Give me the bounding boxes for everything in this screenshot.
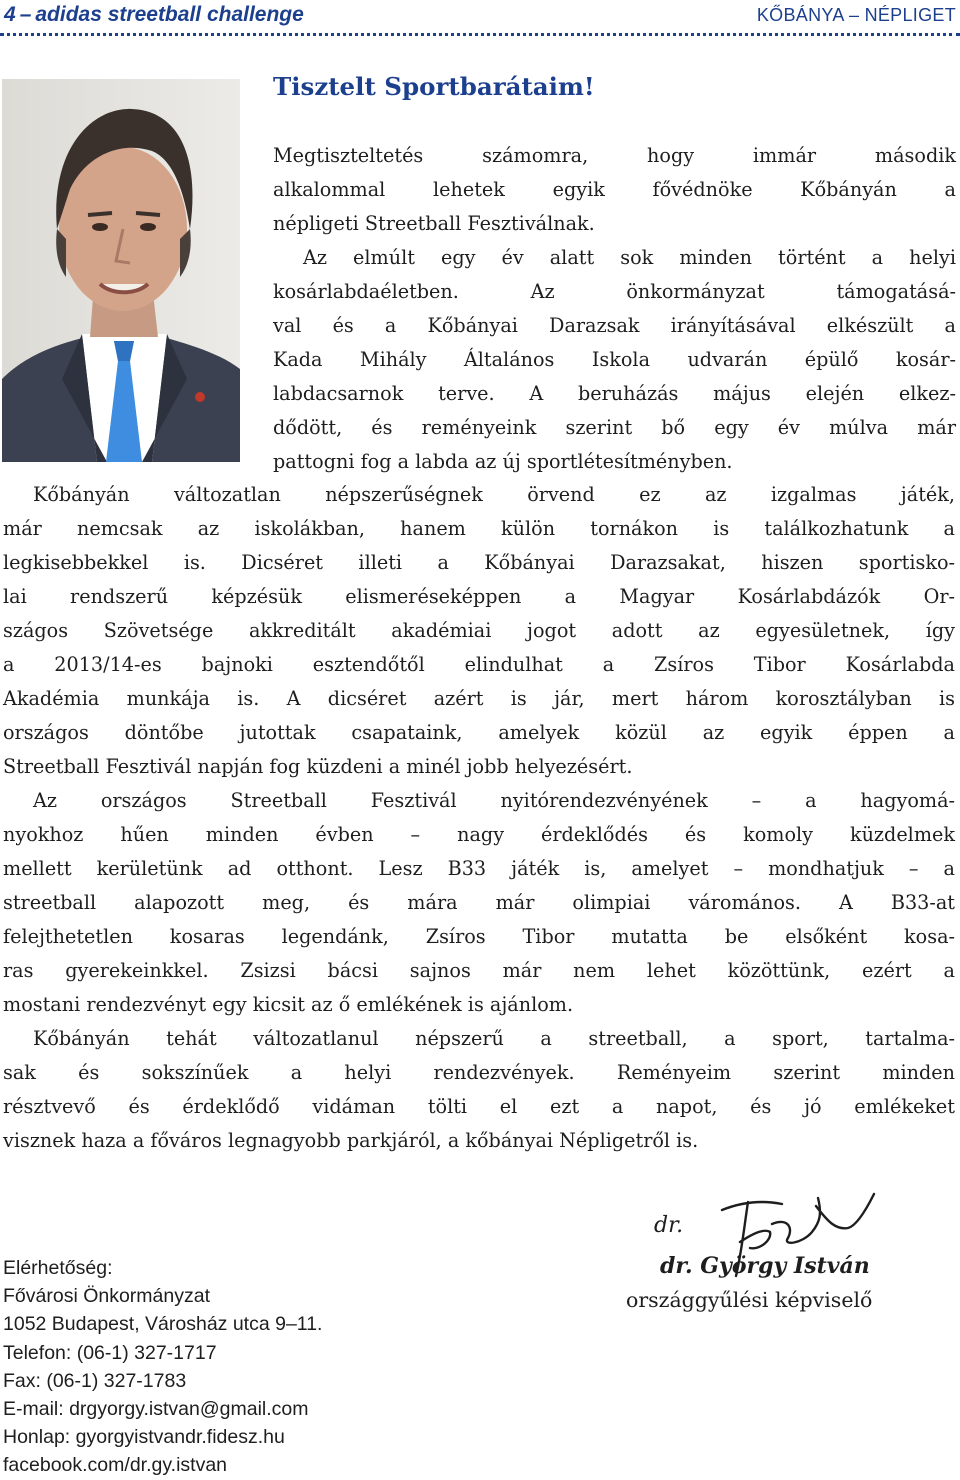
signature-prefix: dr. (654, 1213, 684, 1238)
text-line: Kada Mihály Általános Iskola udvarán épülő kosár- (273, 348, 956, 371)
text-line: labdacsarnok terve. A beruházás május elején elkez- (273, 382, 956, 405)
contact-heading: Elérhetőség: (3, 1257, 113, 1279)
text-line: Megtiszteltetés számomra, hogy immár második (273, 144, 956, 167)
text-line: kosárlabdaéletben. Az önkormányzat támogatásá- (273, 280, 956, 303)
contact-website: Honlap: gyorgyistvandr.fidesz.hu (3, 1426, 285, 1449)
text-line: résztvevő és érdeklődő vidáman tölti el ezt a napot, és jó emlékeket (3, 1095, 955, 1118)
text-line: nyokhoz hűen minden évben – nagy érdeklődés és komoly küzdelmek (3, 823, 955, 846)
text-line: Az elmúlt egy év alatt sok minden történt a helyi (303, 246, 956, 269)
header-left (4, 3, 304, 27)
greeting-heading: Tisztelt Sportbarátaim! (273, 72, 595, 101)
text-line: visznek haza a főváros legnagyobb parkjáról, a kőbányai Népligetről is. (3, 1129, 699, 1152)
header-dotted-divider (0, 33, 960, 36)
text-line: mellett kerületünk ad otthont. Lesz B33 játék is, amelyet – mondhatjuk – a (3, 857, 955, 880)
text-line: dődött, és reményeink szerint bő egy év múlva már (273, 416, 956, 439)
text-line: már nemcsak az iskolákban, hanem külön tornákon is találkozhatunk a (3, 517, 955, 540)
text-line: lai rendszerű képzésük elismeréseképpen a Magyar Kosárlabdázók Or- (3, 585, 955, 608)
contact-facebook: facebook.com/dr.gy.istvan (3, 1454, 228, 1477)
text-line: pattogni fog a labda az új sportlétesítményben. (273, 450, 733, 473)
text-line: Kőbányán tehát változatlanul népszerű a streetball, a sport, tartalma- (33, 1027, 955, 1050)
text-line: ras gyerekeinkkel. Zsizsi bácsi sajnos már nem lehet közöttünk, ezért a (3, 959, 955, 982)
text-line: val és a Kőbányai Darazsak irányításával elkészült a (273, 314, 956, 337)
signatory-title: országgyűlési képviselő (626, 1288, 873, 1312)
text-line: legkisebbekkel is. Dicséret illeti a Kőbányai Darazsakat, hiszen sportisko- (3, 551, 955, 574)
text-line: Kőbányán változatlan népszerűségnek örvend ez az izgalmas játék, (33, 483, 955, 506)
text-line: mostani rendezvényt egy kicsit az ő emlékének is ajánlom. (3, 993, 574, 1016)
page-number: 4 (4, 3, 16, 26)
publication-title: adidas streetball challenge (35, 3, 304, 26)
contact-phone: Telefon: (06-1) 327-1717 (3, 1341, 217, 1364)
text-line: Az országos Streetball Fesztivál nyitórendezvényének – a hagyomá- (33, 789, 955, 812)
contact-organization: Fővárosi Önkormányzat (3, 1285, 210, 1308)
page-header (0, 0, 960, 42)
contact-email: E-mail: drgyorgy.istvan@gmail.com (3, 1398, 309, 1421)
text-line: sak és sokszínűek a helyi rendezvények. Reményeim szerint minden (3, 1061, 955, 1084)
text-line: szágos Szövetsége akkreditált akadémiai jogot adott az egyesületnek, így (3, 619, 955, 642)
text-line: népligeti Streetball Fesztiválnak. (273, 212, 595, 235)
contact-block (3, 1254, 322, 1480)
header-location: KŐBÁNYA – NÉPLIGET (756, 5, 956, 25)
contact-address: 1052 Budapest, Városház utca 9–11. (3, 1313, 323, 1336)
text-line: alkalommal lehetek egyik fővédnöke Kőbányán a (273, 178, 956, 201)
text-line: Akadémia munkája is. A dicséret azért is jár, mert három korosztályban is (3, 687, 955, 710)
contact-fax: Fax: (06-1) 327-1783 (3, 1369, 187, 1392)
text-line: országos döntőbe jutottak csapataink, amelyek közül az egyik éppen a (3, 721, 955, 744)
portrait-illustration (2, 79, 240, 462)
portrait-photo (2, 79, 240, 462)
text-line: a 2013/14-es bajnoki esztendőtől elindulhat a Zsíros Tibor Kosárlabda (3, 653, 955, 676)
header-dash: – (19, 3, 32, 26)
main-text-column (3, 478, 955, 1158)
intro-text-column (273, 139, 956, 479)
text-line: felejthetetlen kosaras legendánk, Zsíros Tibor mutatta be elsőként kosa- (3, 925, 955, 948)
signatory-name: dr. György István (660, 1253, 870, 1279)
text-line: Streetball Fesztivál napján fog küzdeni a minél jobb helyezésért. (3, 755, 633, 778)
text-line: streetball alapozott meg, és mára már olimpiai váromános. A B33-at (3, 891, 955, 914)
